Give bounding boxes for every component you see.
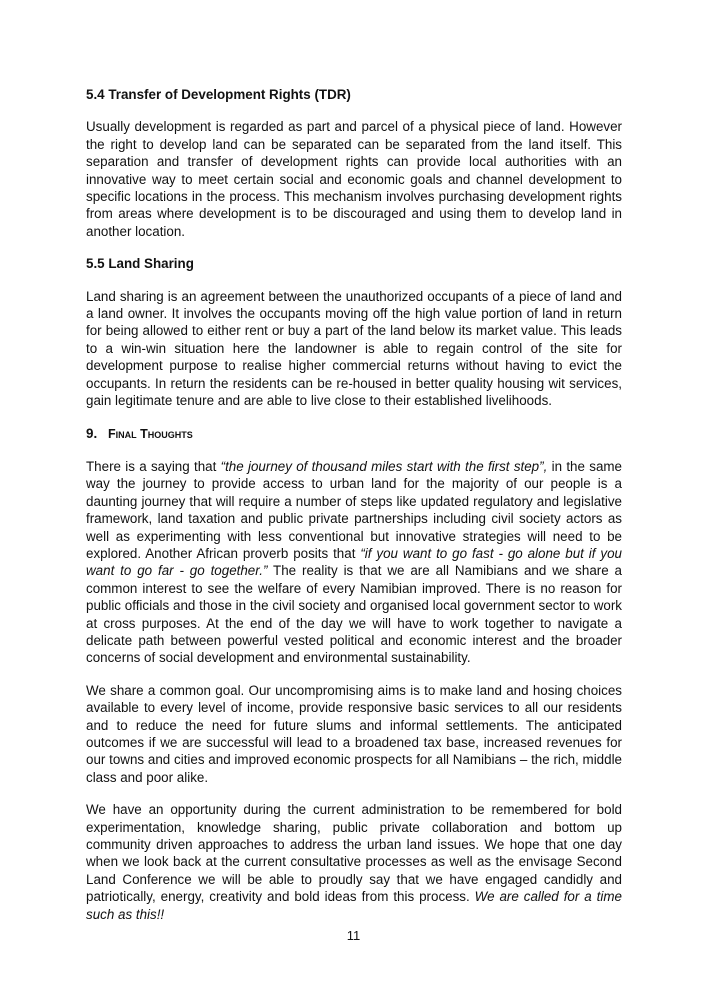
text-run: There is a saying that [86,458,221,474]
quote-proverb-journey: “the journey of thousand miles start with the first step”, [220,458,548,474]
section-heading-tdr: 5.4 Transfer of Development Rights (TDR) [86,87,351,102]
section-heading-land-sharing: 5.5 Land Sharing [86,256,194,272]
paragraph-land-sharing: Land sharing is an agreement between the unauthorized occupants of a piece of land and a land owner. It involves the occupants moving off the high value portion of land in return for being allowed to either rent or buy a part of the land below its market value. This leads to a win-win situation here the landowner is able to regain control of the site for development purpose to realise higher commercial returns without having to evict the occupants. In return the residents can be re-housed in better quality housing wit services, gain legitimate tenure and are able to live close to their established livelihoods. [86,288,622,409]
text-run: in the same way the journey to provide access to urban land for the majority of our people is a daunting journey that will require a number of steps like updated regulatory and legislative framework, land taxation and public private partnerships including civil society actors as well as experimenting with less conventional but innovative strategies will need to be explored. Another African proverb posits that [86,458,622,561]
text-run: We have an opportunity during the current administration to be remembered for bold experimentation, knowledge sharing, public private collaboration and bottom up community driven approaches to address the urban land issues. We hope that one day when we look back at the current consultative processes as well as the envisage Second Land Conference we will be able to proudly say that we have engaged candidly and patriotically, energy, creativity and bold ideas from this process. [86,802,622,905]
section-number: 9. [86,425,98,441]
section-title: Final Thoughts [108,426,193,441]
closing-emphasis: We are called for a time such as this!! [86,889,622,922]
paragraph-final-thoughts-1 [86,458,622,667]
paragraph-final-thoughts-2: We share a common goal. Our uncompromising aims is to make land and hosing choices available to every level of income, provide responsive basic services to all our residents and to reduce the need for future slums and informal settlements. The anticipated outcomes if we are successful will lead to a broadened tax base, increased revenues for our towns and cities and improved economic prospects for all Namibians – the rich, middle class and poor alike. [86,682,622,785]
document-page [86,86,622,938]
quote-proverb-go-together: “if you want to go fast - go alone but if you want to go far - go together.” [86,545,622,579]
section-heading-final-thoughts [86,425,622,443]
page-number: 11 [346,928,361,943]
text-run: The reality is that we are all Namibians and we share a common interest to see the welfare of every Namibian improved. There is no reason for public officials and those in the civil society and organised local government sector to work at cross purposes. At the end of the day we will have to work together to navigate a delicate path between powerful vested political and economic interest and the broader concerns of social development and environmental sustainability. [86,563,623,666]
paragraph-final-thoughts-3 [86,801,622,923]
paragraph-tdr: Usually development is regarded as part and parcel of a physical piece of land. However the right to develop land can be separated can be separated from the land itself. This separation and transfer of development rights can provide local authorities with an innovative way to meet certain social and economic goals and channel development to specific locations in the process. This mechanism involves purchasing development rights from areas where development is to be discouraged and using them to develop land in another location. [86,119,622,239]
